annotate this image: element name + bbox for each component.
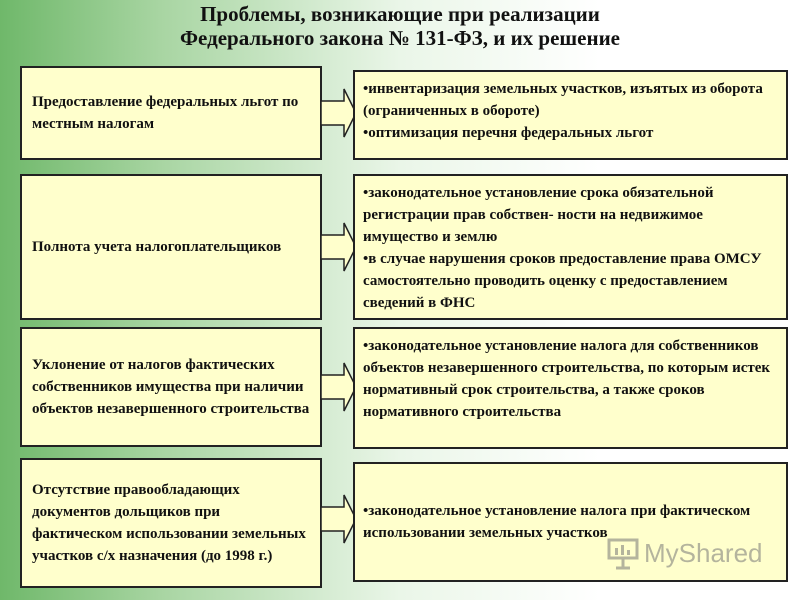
presentation-board-icon [606, 536, 640, 570]
solution-box-3 [353, 327, 788, 449]
solution-box-2 [353, 174, 788, 320]
solution-bullet: • законодательное установление налога для собственников объектов незавершенного строительства, по которым истек нормативный срок строительства, а также сроков нормативного строительства [363, 335, 778, 423]
problem-text-1: Предоставление федеральных льгот по местным налогам [32, 94, 299, 132]
title-line-2: Федерального закона № 131-ФЗ, и их решение [180, 26, 620, 50]
solution-box-1 [353, 70, 788, 160]
problem-box-1 [20, 66, 322, 160]
problem-box-3 [20, 327, 322, 447]
title-line-1: Проблемы, возникающие при реализации [200, 2, 600, 26]
solution-bullet: • законодательное установление срока обязательной регистрации прав собствен- ности на недвижимое имущество и землю [363, 182, 778, 248]
page-title [0, 2, 800, 50]
problem-box-2 [20, 174, 322, 320]
watermark-text: MyShared [644, 537, 763, 568]
solution-bullet: • инвентаризация земельных участков, изъятых из оборота (ограниченных в обороте) [363, 78, 778, 122]
problem-text-3: Уклонение от налогов фактических собственников имущества при наличии объектов незавершенного строительства [32, 357, 310, 417]
problem-box-4 [20, 458, 322, 588]
solution-bullet: • оптимизация перечня федеральных льгот [363, 122, 778, 144]
solution-bullet: • в случае нарушения сроков предоставление права ОМСУ самостоятельно проводить оценку с предоставлением сведений в ФНС [363, 248, 778, 314]
problem-text-4: Отсутствие правообладающих документов дольщиков при фактическом использовании земельных участков с/х назначения (до 1998 г.) [32, 482, 306, 564]
solution-bullet: • законодательное установление налога при фактическом использовании земельных участков [363, 500, 778, 544]
problem-text-2: Полнота учета налогоплательщиков [32, 239, 282, 255]
watermark [606, 536, 763, 570]
